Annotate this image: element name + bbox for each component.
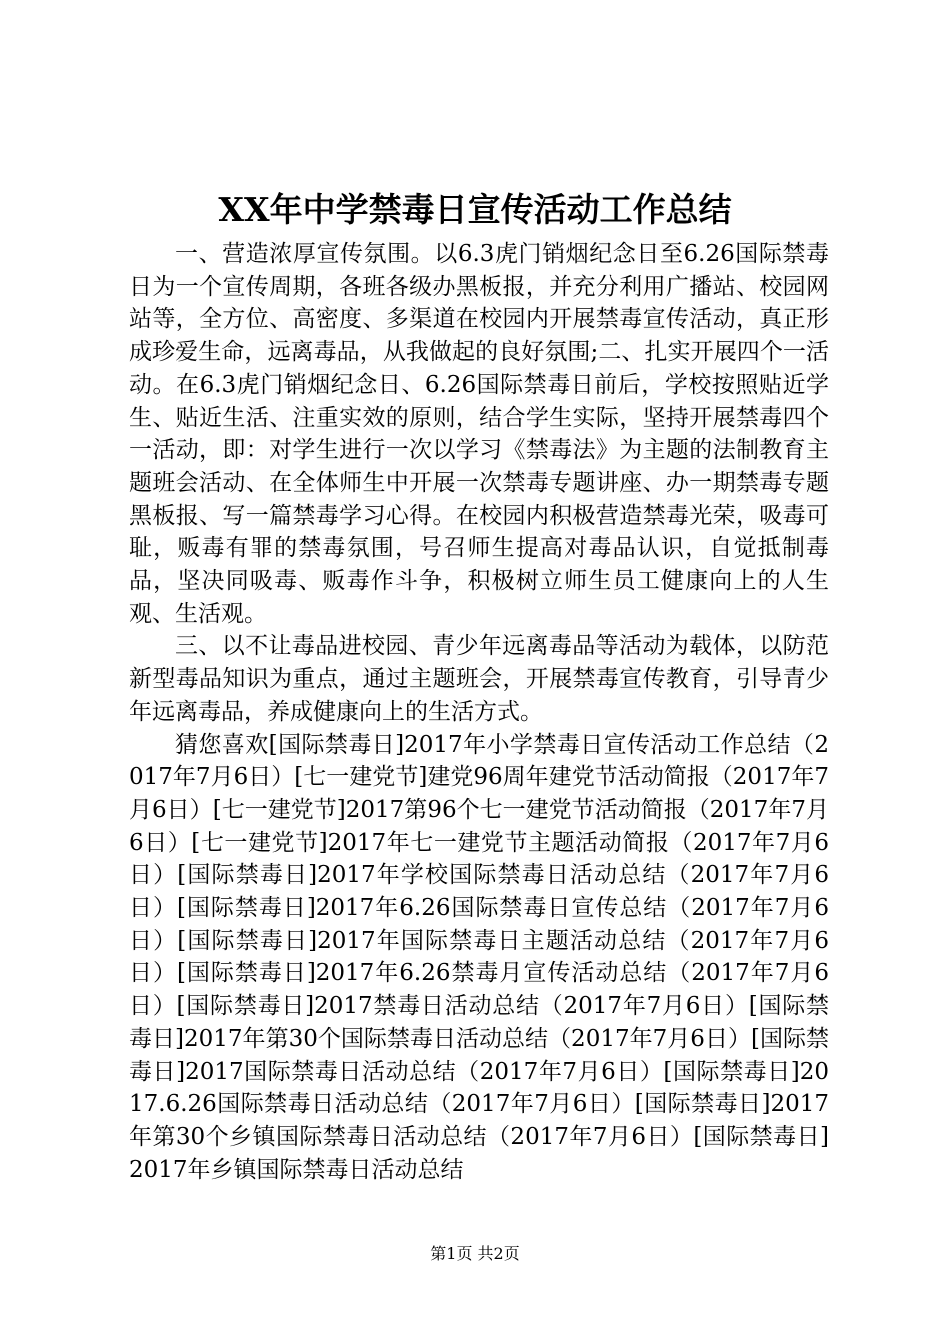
page-footer: 第1页 共2页: [430, 1244, 520, 1263]
paragraph-campus-campaign: 三、以不让毒品进校园、青少年远离毒品等活动为载体，以防范新型毒品知识为重点，通过主题班会，开展禁毒宣传教育，引导青少年远离毒品，养成健康向上的生活方式。: [129, 633, 829, 725]
paragraph-related-articles: 猜您喜欢[国际禁毒日]2017年小学禁毒日宣传活动工作总结（2017年7月6日）[七一建党节]建党96周年建党节活动简报（2017年7月6日）[七一建党节]2017第96个七一建党节活动简报（2017年7月6日）[七一建党节]2017年七一建党节主题活动简报（2017年7月6日）[国际禁毒日]2017年学校国际禁毒日活动总结（2017年7月6日）[国际禁毒日]2017年6.26国际禁毒日宣传总结（2017年7月6日）[国际禁毒日]2017年国际禁毒日主题活动总结（2017年7月6日）[国际禁毒日]2017年6.26禁毒月宣传活动总结（2017年7月6日）[国际禁毒日]2017禁毒日活动总结（2017年7月6日）[国际禁毒日]2017年第30个国际禁毒日活动总结（2017年7月6日）[国际禁毒日]2017国际禁毒日活动总结（2017年7月6日）[国际禁毒日]2017.6.26国际禁毒日活动总结（2017年7月6日）[国际禁毒日]2017年第30个乡镇国际禁毒日活动总结（2017年7月6日）[国际禁毒日]2017年乡镇国际禁毒日活动总结: [129, 731, 829, 1183]
document-title: XX年中学禁毒日宣传活动工作总结: [218, 190, 732, 229]
paragraph-activities: 一、营造浓厚宣传氛围。以6.3虎门销烟纪念日至6.26国际禁毒日为一个宣传周期，各班各级办黑板报，并充分利用广播站、校园网站等，全方位、高密度、多渠道在校园内开展禁毒宣传活动，真正形成珍爱生命，远离毒品，从我做起的良好氛围;二、扎实开展四个一活动。在6.3虎门销烟纪念日、6.26国际禁毒日前后，学校按照贴近学生、贴近生活、注重实效的原则，结合学生实际，坚持开展禁毒四个一活动，即：对学生进行一次以学习《禁毒法》为主题的法制教育主题班会活动、在全体师生中开展一次禁毒专题讲座、办一期禁毒专题黑板报、写一篇禁毒学习心得。在校园内积极营造禁毒光荣，吸毒可耻，贩毒有罪的禁毒氛围，号召师生提高对毒品认识，自觉抵制毒品，坚决同吸毒、贩毒作斗争，积极树立师生员工健康向上的人生观、生活观。: [129, 241, 829, 627]
document-body: [129, 238, 829, 1186]
